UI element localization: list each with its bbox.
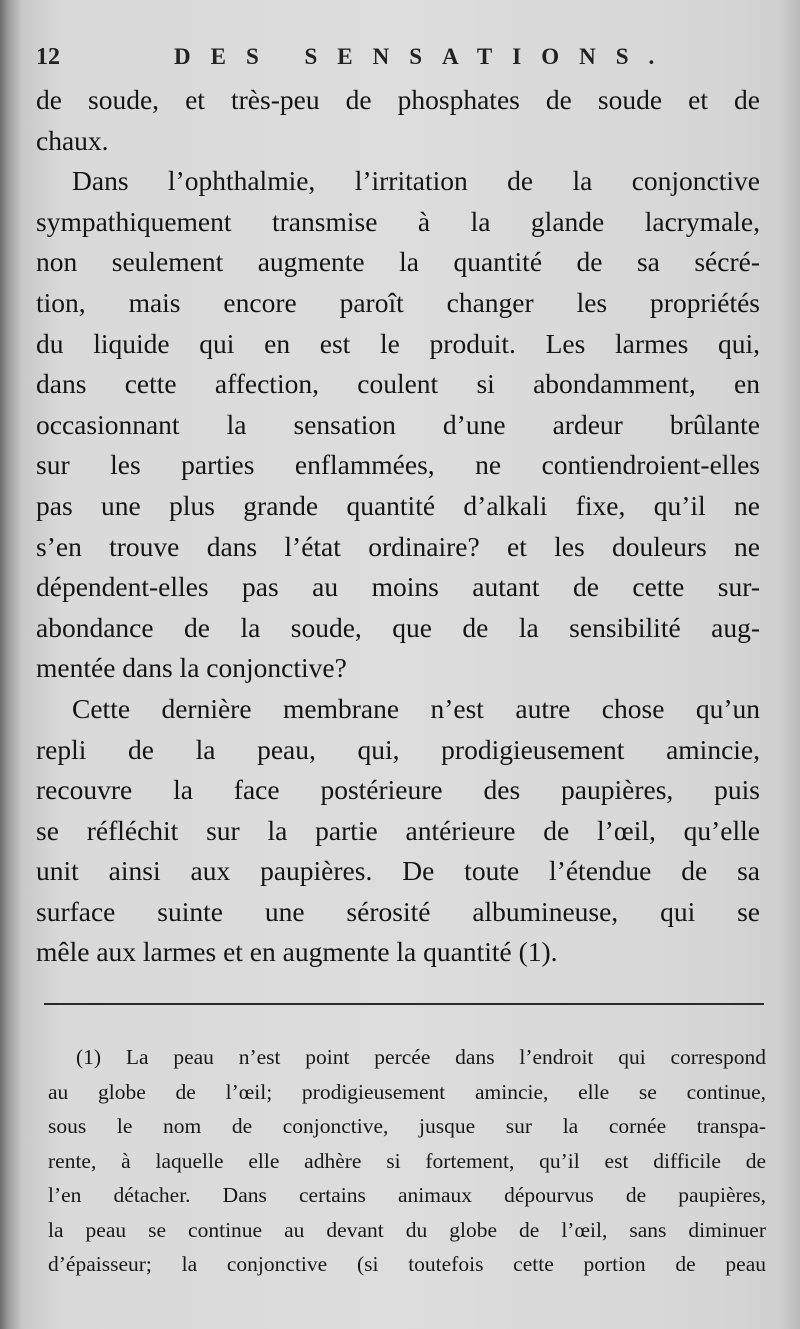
footnote-line: rente, à laquelle elle adhère si fortement, qu’il est difficile de <box>48 1148 766 1173</box>
text-line: se réfléchit sur la partie antérieure de l’œil, qu’elle <box>36 814 760 846</box>
text-line: sur les parties enflammées, ne contiendroient-elles <box>36 449 760 481</box>
footnote-line: l’en détacher. Dans certains animaux dépourvus de paupières, <box>48 1183 766 1207</box>
footnote-line: la peau se continue au devant du globe de l’œil, sans diminuer <box>48 1217 766 1242</box>
text-line: pas une plus grande quantité d’alkali fixe, qu’il ne <box>36 489 760 521</box>
main-text <box>36 80 760 973</box>
text-line: du liquide qui en est le produit. Les larmes qui, <box>36 327 760 359</box>
text-line: unit ainsi aux paupières. De toute l’étendue de sa <box>36 855 760 887</box>
page-header <box>36 44 766 76</box>
text-line: dans cette affection, coulent si abondamment, en <box>36 368 760 400</box>
footnote-divider <box>44 1003 764 1005</box>
footnote-line: sous le nom de conjonctive, jusque sur la cornée transpa- <box>48 1114 766 1138</box>
text-line: de soude, et très-peu de phosphates de soude et de <box>36 84 760 115</box>
paragraph-start-line: Dans l’ophthalmie, l’irritation de la conjonctive <box>72 165 760 197</box>
page-number: 12 <box>36 44 60 70</box>
paragraph-start-line: Cette dernière membrane n’est autre chose qu’un <box>72 692 760 724</box>
text-line: tion, mais encore paroît changer les propriétés <box>36 286 760 318</box>
text-line: mentée dans la conjonctive? <box>36 652 347 684</box>
text-line: chaux. <box>36 124 109 156</box>
footnote <box>48 1040 766 1282</box>
text-line: dépendent-elles pas au moins autant de cette sur- <box>36 571 760 603</box>
running-title: DES SENSATIONS. <box>174 44 675 69</box>
text-line: non seulement augmente la quantité de sa sécré- <box>36 246 760 278</box>
text-line: mêle aux larmes et en augmente la quantité (1). <box>36 936 558 968</box>
text-line: sympathiquement transmise à la glande lacrymale, <box>36 205 760 237</box>
text-line: recouvre la face postérieure des paupières, puis <box>36 774 760 806</box>
text-line: repli de la peau, qui, prodigieusement amincie, <box>36 733 760 765</box>
text-line: abondance de la soude, que de la sensibilité aug- <box>36 611 760 643</box>
footnote-line: au globe de l’œil; prodigieusement amincie, elle se continue, <box>48 1079 766 1104</box>
footnote-line: (1) La peau n’est point percée dans l’endroit qui correspond <box>76 1045 766 1069</box>
footnote-line: d’épaisseur; la conjonctive (si toutefois cette portion de peau <box>48 1252 766 1276</box>
text-line: s’en trouve dans l’état ordinaire? et les douleurs ne <box>36 530 760 562</box>
text-line: surface suinte une sérosité albumineuse, qui se <box>36 895 760 927</box>
text-line: occasionnant la sensation d’une ardeur brûlante <box>36 408 760 440</box>
